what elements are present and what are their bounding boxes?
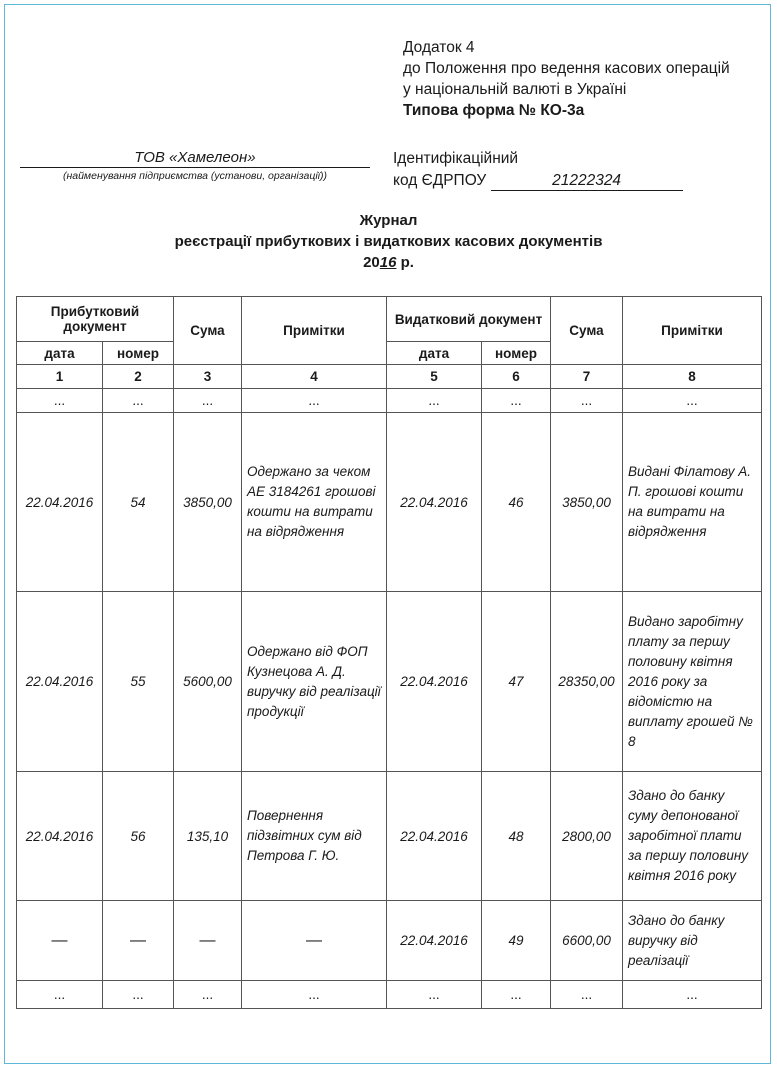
column-number-row [17,365,762,389]
column-number: 3 [174,365,242,389]
income-date: 22.04.2016 [17,592,103,772]
expense-number: 46 [482,413,551,592]
column-number: 5 [387,365,482,389]
ellipsis-row [17,981,762,1009]
column-number: 6 [482,365,551,389]
expense-number: 48 [482,772,551,901]
ellipsis-cell: ... [387,981,482,1009]
expense-note: Видані Філатову А. П. грошові кошти на витрати на відрядження [623,413,762,592]
appendix-block [403,37,730,121]
ellipsis-cell: ... [17,981,103,1009]
income-note: — [242,901,387,981]
header-expense-doc: Видатковий документ [387,297,551,342]
column-number: 1 [17,365,103,389]
appendix-line: у національній валюті в Україні [403,81,627,98]
income-sum: 5600,00 [174,592,242,772]
income-sum: 3850,00 [174,413,242,592]
identification-block [393,148,683,192]
ellipsis-row [17,389,762,413]
income-number: 54 [103,413,174,592]
header-income-doc: Прибутковий документ [17,297,174,342]
column-number: 8 [623,365,762,389]
table-row [17,901,762,981]
header-number: номер [482,342,551,365]
expense-number: 47 [482,592,551,772]
ellipsis-cell: ... [482,981,551,1009]
header-notes: Примітки [623,297,762,365]
ellipsis-cell: ... [103,981,174,1009]
ellipsis-cell: ... [174,981,242,1009]
journal-table [16,296,762,1009]
expense-note: Видано заробітну плату за першу половину квітня 2016 року за відомістю на виплату грошей № 8 [623,592,762,772]
expense-note: Здано до банку суму депонованої заробітної плати за першу половину квітня 2016 року [623,772,762,901]
income-note: Повернення підзвітних сум від Петрова Г. Ю. [242,772,387,901]
income-number: 55 [103,592,174,772]
income-date: 22.04.2016 [17,772,103,901]
title-line: Журнал [359,212,418,229]
identification-label: Ідентифікаційний [393,150,519,167]
income-date: 22.04.2016 [17,413,103,592]
organization-caption: (найменування підприємства (установи, організації)) [62,170,328,182]
ellipsis-cell: ... [103,389,174,413]
ellipsis-cell: ... [242,389,387,413]
header-sum: Сума [551,297,623,365]
header-sum: Сума [174,297,242,365]
column-number: 7 [551,365,623,389]
edrpou-code: 21222324 [491,172,683,191]
ellipsis-cell: ... [623,981,762,1009]
organization-block [20,148,370,182]
table-row [17,592,762,772]
ellipsis-cell: ... [242,981,387,1009]
column-number: 2 [103,365,174,389]
income-sum: — [174,901,242,981]
expense-sum: 2800,00 [551,772,623,901]
year-value: 16 [379,254,397,271]
ellipsis-cell: ... [17,389,103,413]
column-number: 4 [242,365,387,389]
income-number: — [103,901,174,981]
ellipsis-cell: ... [551,389,623,413]
title-line: реєстрації прибуткових і видаткових касових документів [174,233,603,250]
expense-sum: 3850,00 [551,413,623,592]
ellipsis-cell: ... [482,389,551,413]
expense-date: 22.04.2016 [387,901,482,981]
income-note: Одержано за чеком АЕ 3184261 грошові кошти на витрати на відрядження [242,413,387,592]
header-date: дата [17,342,103,365]
income-number: 56 [103,772,174,901]
expense-date: 22.04.2016 [387,592,482,772]
header-notes: Примітки [242,297,387,365]
header-number: номер [103,342,174,365]
expense-note: Здано до банку виручку від реалізації [623,901,762,981]
income-date: — [17,901,103,981]
ellipsis-cell: ... [551,981,623,1009]
table-row [17,772,762,901]
income-note: Одержано від ФОП Кузнецова А. Д. виручку від реалізації продукції [242,592,387,772]
expense-date: 22.04.2016 [387,772,482,901]
table-row [17,413,762,592]
expense-sum: 28350,00 [551,592,623,772]
expense-number: 49 [482,901,551,981]
expense-date: 22.04.2016 [387,413,482,592]
income-sum: 135,10 [174,772,242,901]
appendix-line: до Положення про ведення касових операцій [403,60,730,77]
ellipsis-cell: ... [387,389,482,413]
header-row [17,297,762,342]
form-number: Типова форма № КО-3а [403,102,585,119]
organization-name: ТОВ «Хамелеон» [20,148,370,168]
appendix-line: Додаток 4 [403,39,475,56]
ellipsis-cell: ... [623,389,762,413]
ellipsis-cell: ... [174,389,242,413]
journal-title [0,210,777,273]
title-year: 2016 р. [363,254,414,271]
edrpou-label: код ЄДРПОУ [393,172,487,189]
expense-sum: 6600,00 [551,901,623,981]
header-date: дата [387,342,482,365]
